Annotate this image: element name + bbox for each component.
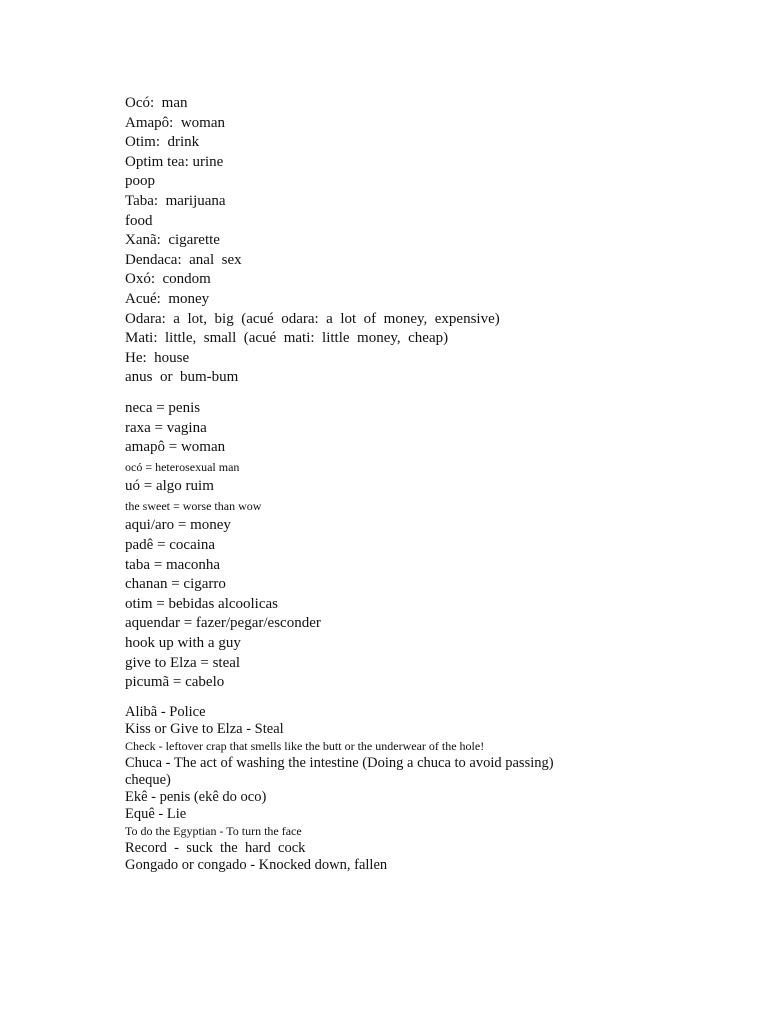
glossary-line: aqui/aro = money [125,517,231,534]
glossary-line: food [125,212,153,229]
glossary-line: uó = algo ruim [125,478,214,495]
glossary-line: Odara: a lot, big (acué odara: a lot of money, expensive) [125,310,500,327]
glossary-line: Equê - Lie [125,805,187,822]
glossary-line: Xanã: cigarette [125,232,220,249]
glossary-line: Ocó: man [125,95,188,111]
glossary-line: poop [125,173,155,190]
glossary-line: hook up with a guy [125,635,241,652]
document-page [125,94,735,874]
glossary-section-2 [125,399,735,693]
glossary-line: Dendaca: anal sex [125,251,242,268]
glossary-line: padê = cocaina [125,537,216,554]
glossary-line: chanan = cigarro [125,576,226,593]
glossary-line: raxa = vagina [125,419,207,436]
glossary-section-1 [125,94,735,388]
glossary-line: otim = bebidas alcoolicas [125,595,279,612]
glossary-line: neca = penis [125,399,201,416]
glossary-line: Mati: little, small (acué mati: little money, cheap) [125,330,449,347]
glossary-line: Otim: drink [125,134,200,151]
glossary-line: He: house [125,349,190,366]
glossary-line: cheque) [125,771,171,788]
glossary-line: taba = maconha [125,556,221,573]
glossary-line: amapô = woman [125,439,226,456]
glossary-line: Amapô: woman [125,114,225,131]
glossary-line: Kiss or Give to Elza - Steal [125,720,284,737]
glossary-line: give to Elza = steal [125,654,241,671]
glossary-line: To do the Egyptian - To turn the face [125,823,302,838]
glossary-line: Check - leftover crap that smells like the butt or the underwear of the hole! [125,738,485,753]
glossary-line: Record - suck the hard cock [125,839,306,856]
glossary-line: aquendar = fazer/pegar/esconder [125,615,321,632]
glossary-line: picumã = cabelo [125,674,225,691]
glossary-line: Alibã - Police [125,703,206,720]
glossary-line: Optim tea: urine [125,153,224,170]
glossary-section-3 [125,704,735,874]
glossary-line: Acué: money [125,290,210,307]
glossary-line: anus or bum-bum [125,369,239,386]
glossary-line: Oxó: condom [125,271,211,288]
glossary-line: Taba: marijuana [125,192,226,209]
glossary-line: the sweet = worse than wow [125,498,262,513]
glossary-line: ocó = heterosexual man [125,459,240,474]
glossary-line: Ekê - penis (ekê do oco) [125,788,267,805]
glossary-line: Chuca - The act of washing the intestine (Doing a chuca to avoid passing) [125,754,554,771]
glossary-line: Gongado or congado - Knocked down, fallen [125,856,388,873]
